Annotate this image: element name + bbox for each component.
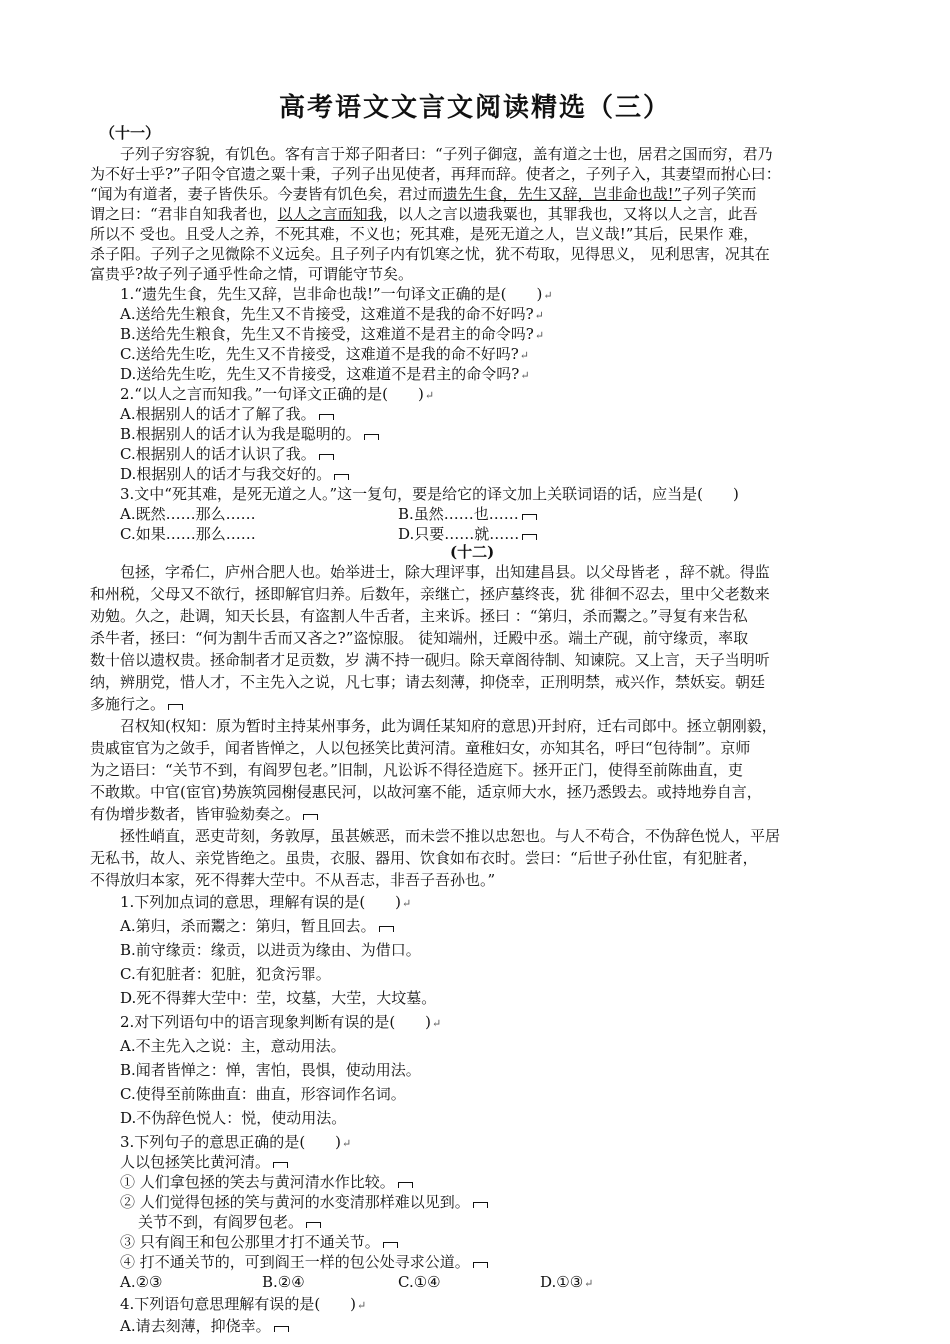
section-11-label: （十一）: [100, 124, 161, 142]
document-title: 高考语文文言文阅读精选（三）: [278, 93, 671, 123]
s12-paragraph-line: 杀牛者，拯曰：“何为割牛舌而又吝之?”盗惊服。 徒知端州，迁殿中丞。端土产砚，前守缘贡，率取: [90, 629, 749, 647]
return-arrow-icon: ↵: [520, 369, 530, 382]
s12-q1-option-c: C.有犯脏者：犯脏，犯贪污罪。: [120, 965, 331, 983]
s12-q3-choice-c: C.①④: [398, 1273, 441, 1291]
s11-q1-option-b: B.送给先生粮食，先生又不肯接受，这难道不是君主的命令吗?↵: [120, 325, 545, 343]
s12-paragraph-line: 无私书，故人、亲党皆绝之。虽贵，衣服、器用、饮食如布衣时。尝曰：“后世子孙仕宦，有犯脏者，: [90, 849, 758, 867]
s12-q3-sentence-1: 人以包拯笑比黄河清。: [120, 1152, 288, 1172]
paragraph-mark-icon: [473, 1262, 488, 1268]
s12-q3-option-4: ④ 打不通关节的，可到阎王一样的包公处寻求公道。: [120, 1252, 488, 1272]
s12-paragraph-line: 包拯，字希仁，庐州合肥人也。始举进士，除大理评事，出知建昌县。以父母皆老 ，辞不就。得监: [120, 563, 770, 581]
paragraph-mark-icon: [319, 454, 334, 460]
return-arrow-icon: ↵: [424, 389, 435, 402]
return-arrow-icon: ↵: [357, 1299, 367, 1312]
s12-question-1: 1.下列加点词的意思，理解有误的是( )↵: [120, 893, 412, 911]
s12-paragraph-line: 不得放归本家，死不得葬大茔中。不从吾志，非吾子吾孙也。”: [90, 871, 496, 889]
paragraph-mark-icon: [383, 1242, 398, 1248]
paragraph-mark-icon: [306, 1222, 321, 1228]
paragraph-mark-icon: [522, 534, 537, 540]
s12-paragraph-line: 不敢欺。中官(宦官)势族筑园榭侵惠民河，以故河塞不能，适京师大水，拯乃悉毁去。或持地券自言，: [90, 783, 762, 801]
s11-paragraph-line: 为不好士乎?”子阳令官遗之粟十秉，子列子出见使者，再拜而辞。使者之，子列子入，其妻望而拊心曰：: [90, 165, 781, 183]
s11-paragraph-line: 子列子穷容貌，有饥色。客有言于郑子阳者曰：“子列子御寇，盖有道之士也，居君之国而穷，君乃: [120, 145, 773, 163]
section-12-label: (十二): [450, 543, 495, 561]
s12-paragraph-line: 纳，辨朋党，惜人才，不主先入之说，凡七事；请去刻薄，抑侥幸，正刑明禁，戒兴作，禁妖妄。朝廷: [90, 673, 766, 691]
return-arrow-icon: ↵: [519, 349, 529, 362]
s11-q1-option-a: A.送给先生粮食，先生又不肯接受，这难道不是我的命不好吗?↵: [120, 305, 544, 323]
paragraph-mark-icon: [303, 814, 318, 820]
s11-q3-option-c: C.如果……那么……: [120, 525, 256, 543]
s11-q2-option-d: D.根据别人的话才与我交好的。: [120, 464, 349, 484]
paragraph-mark-icon: [273, 1162, 288, 1168]
return-arrow-icon: ↵: [534, 329, 545, 342]
s11-q1-option-d: D.送给先生吃，先生又不肯接受，这难道不是君主的命令吗?↵: [120, 365, 530, 383]
paragraph-mark-icon: [364, 434, 379, 440]
s11-paragraph-line: “闻为有道者，妻子皆佚乐。今妻皆有饥色矣，君过而遗先生食，先生又辞，岂非命也哉!”子列子笑而: [90, 185, 757, 203]
paragraph-mark-icon: [274, 1326, 289, 1332]
s12-q3-option-1: ① 人们拿包拯的笑去与黄河清水作比较。: [120, 1172, 413, 1192]
return-arrow-icon: ↵: [402, 897, 412, 910]
s11-paragraph-line: 杀子阳。子列子之见微除不义远矣。且子列子内有饥寒之忧，犹不苟取，见得思义， 见利思害，况其在: [90, 245, 770, 263]
s12-q1-option-b: B.前守缘贡：缘贡，以进贡为缘由、为借口。: [120, 941, 421, 959]
s11-paragraph-line: 所以不 受也。且受人之养，不死其难，不义也；死其难，是死无道之人，岂义哉!”其后，民果作 难，: [90, 225, 759, 243]
s11-q3-option-a: A.既然……那么……: [120, 505, 256, 523]
s12-paragraph-line: 多施行之。: [90, 694, 183, 714]
s12-paragraph-line: 贵戚宦官为之敛手，闻者皆惮之，人以包拯笑比黄河清。童稚妇女，亦知其名，呼曰“包待制”。京师: [90, 739, 751, 757]
s12-question-4: 4.下列语句意思理解有误的是( )↵: [120, 1295, 367, 1313]
return-arrow-icon: ↵: [342, 1137, 352, 1150]
s12-paragraph-line: 为之语曰：“关节不到，有阎罗包老。”旧制，凡讼诉不得径造庭下。拯开正门，使得至前陈曲直，吏: [90, 761, 743, 779]
s12-q4-option-a: A.请去刻薄，抑侥幸。: [120, 1316, 289, 1336]
s12-q3-choice-b: B.②④: [262, 1273, 305, 1291]
s11-q3-option-d: D.只要……就……: [398, 524, 537, 544]
s11-question-3: 3.文中“死其难，是死无道之人。”这一复句，要是给它的译文加上关联词语的话，应当是( ): [120, 485, 739, 503]
s12-q1-option-d: D.死不得葬大茔中：茔，坟墓，大茔，大坟墓。: [120, 989, 437, 1007]
s12-paragraph-line: 有伪增步数者，皆审验劾奏之。: [90, 804, 318, 824]
s11-paragraph-line: 谓之曰：“君非自知我者也，以人之言而知我，以人之言以遗我粟也，其罪我也，又将以人之言，此吾: [90, 205, 758, 223]
s11-q2-option-c: C.根据别人的话才认识了我。: [120, 444, 334, 464]
s12-paragraph-line: 拯性峭直，恶吏苛刻，务敦厚，虽甚嫉恶，而未尝不推以忠恕也。与人不苟合，不伪辞色悦人，平居: [120, 827, 781, 845]
s12-q2-option-d: D.不伪辞色悦人：悦，使动用法。: [120, 1109, 347, 1127]
s12-question-2: 2.对下列语句中的语言现象判断有误的是( )↵: [120, 1013, 442, 1031]
paragraph-mark-icon: [334, 474, 349, 480]
s12-q1-option-a: A.第归，杀而鬻之：第归，暂且回去。: [120, 916, 394, 936]
return-arrow-icon: ↵: [543, 289, 553, 302]
s11-question-1: 1.“遗先生食，先生又辞，岂非命也哉!”一句译文正确的是( )↵: [120, 285, 553, 303]
s11-q2-option-a: A.根据别人的话才了解了我。: [120, 404, 334, 424]
underlined-sentence-1: 遗先生食，先生又辞，岂非命也哉!”: [442, 185, 682, 203]
s12-paragraph-line: 召权知(权知：原为暂时主持某州事务，此为调任某知府的意思)开封府，迁右司郎中。拯立朝刚毅，: [120, 717, 777, 735]
paragraph-mark-icon: [168, 704, 183, 710]
paragraph-mark-icon: [379, 926, 394, 932]
underlined-sentence-2: 以人之言而知我: [277, 205, 383, 223]
s11-q3-option-b: B.虽然……也……: [398, 504, 537, 524]
paragraph-mark-icon: [319, 414, 334, 420]
s12-q2-option-c: C.使得至前陈曲直：曲直，形容词作名词。: [120, 1085, 406, 1103]
s12-q3-choice-a: A.②③: [120, 1273, 163, 1291]
s12-q3-choice-d: D.①③↵: [540, 1273, 594, 1291]
s12-q2-option-b: B.闻者皆惮之：惮，害怕，畏惧，使动用法。: [120, 1061, 421, 1079]
s12-paragraph-line: 劝勉。久之，赴调，知天长县，有盗割人牛舌者，主来诉。拯曰 ：“第归，杀而鬻之。”寻复有来告私: [90, 607, 748, 625]
s11-q1-option-c: C.送给先生吃，先生又不肯接受，这难道不是我的命不好吗?↵: [120, 345, 529, 363]
s12-q2-option-a: A.不主先入之说：主，意动用法。: [120, 1037, 346, 1055]
s12-paragraph-line: 数十倍以遗权贵。拯命制者才足贡数，岁 满不持一砚归。除天章阁待制、知谏院。又上言，天子当明听: [90, 651, 770, 669]
return-arrow-icon: ↵: [534, 309, 544, 322]
paragraph-mark-icon: [398, 1182, 413, 1188]
s11-paragraph-line: 富贵乎?故子列子通乎性命之情，可谓能守节矣。: [90, 265, 414, 283]
s12-q3-option-3: ③ 只有阎王和包公那里才打不通关节。: [120, 1232, 398, 1252]
return-arrow-icon: ↵: [584, 1277, 594, 1290]
s12-paragraph-line: 和州税，父母又不欲行，拯即解官归养。后数年，亲继亡，拯庐墓终丧，犹 徘徊不忍去，里中父老数来: [90, 585, 770, 603]
s12-q3-sentence-2: 关节不到，有阎罗包老。: [138, 1212, 321, 1232]
paragraph-mark-icon: [522, 514, 537, 520]
return-arrow-icon: ↵: [432, 1017, 442, 1030]
s11-q2-option-b: B.根据别人的话才认为我是聪明的。: [120, 424, 379, 444]
s12-q3-option-2: ② 人们觉得包拯的笑与黄河的水变清那样难以见到。: [120, 1192, 488, 1212]
s12-question-3: 3.下列句子的意思正确的是( )↵: [120, 1133, 352, 1151]
s11-question-2: 2.“以人之言而知我。”一句译文正确的是( )↵: [120, 385, 435, 403]
paragraph-mark-icon: [473, 1202, 488, 1208]
